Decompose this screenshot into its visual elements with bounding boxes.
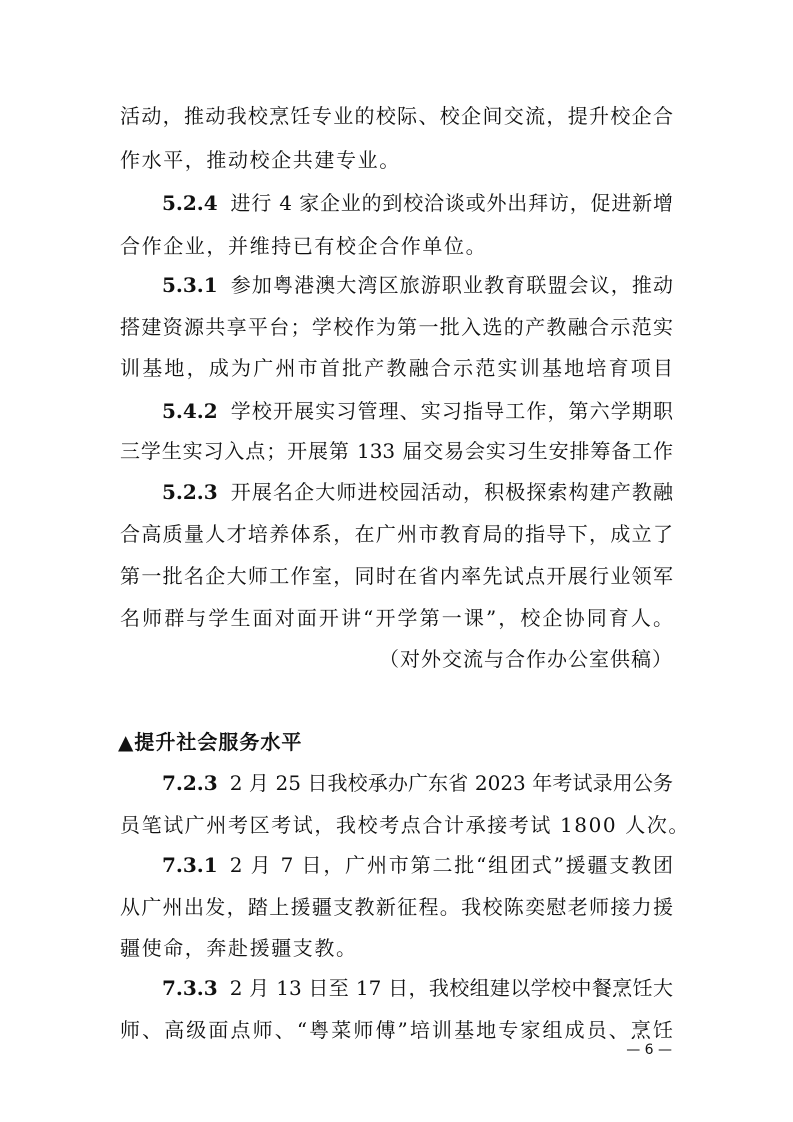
item-number: 5.4.2: [162, 399, 218, 423]
paragraph-line: 员笔试广州考区考试，我校考点合计承接考试 1800 人次。: [120, 813, 691, 837]
section-heading: ▲提升社会服务水平: [118, 730, 303, 754]
paragraph-line: 从广州出发，踏上援疆支教新征程。我校陈奕慰老师接力援: [120, 895, 673, 919]
source-note: （对外交流与合作办公室供稿）: [379, 647, 673, 671]
paragraph-line: 训基地，成为广州市首批产教融合示范实训基地培育项目: [120, 356, 673, 380]
paragraph-first-line: [162, 768, 673, 798]
paragraph-text: 2 月 13 日至 17 日，我校组建以学校中餐烹饪大: [229, 976, 673, 1000]
paragraph-line: 搭建资源共享平台；学校作为第一批入选的产教融合示范实: [120, 315, 673, 339]
paragraph-first-line: [162, 973, 673, 1003]
paragraph-line: 疆使命，奔赴援疆支教。: [120, 936, 358, 960]
paragraph-line: 合高质量人才培养体系，在广州市教育局的指导下，成立了: [120, 522, 673, 546]
paragraph-text: 开展名企大师进校园活动，积极探索构建产教融: [229, 480, 673, 504]
paragraph-line: 名师群与学生面对面开讲“开学第一课”，校企协同育人。: [120, 606, 673, 630]
paragraph-line: 作水平，推动校企共建专业。: [120, 148, 401, 172]
paragraph-text: 进行 4 家企业的到校洽谈或外出拜访，促进新增: [229, 191, 673, 215]
paragraph-first-line: [162, 188, 673, 218]
item-number: 5.2.3: [162, 480, 218, 504]
item-number: 7.3.1: [162, 853, 218, 877]
item-number: 7.2.3: [162, 771, 218, 795]
paragraph-line: 合作企业，并维持已有校企合作单位。: [120, 234, 488, 258]
paragraph-first-line: [162, 477, 673, 507]
paragraph-text: 2 月 25 日我校承办广东省 2023 年考试录用公务: [229, 771, 673, 795]
paragraph-first-line: [162, 396, 673, 426]
paragraph-line: 三学生实习入点；开展第 133 届交易会实习生安排筹备工作: [120, 439, 673, 463]
item-number: 5.2.4: [162, 191, 218, 215]
paragraph-text: 2 月 7 日，广州市第二批“组团式”援疆支教团: [229, 853, 673, 877]
item-number: 7.3.3: [162, 976, 218, 1000]
paragraph-first-line: [162, 270, 673, 300]
paragraph-text: 参加粤港澳大湾区旅游职业教育联盟会议，推动: [229, 273, 673, 297]
item-number: 5.3.1: [162, 273, 218, 297]
paragraph-first-line: [162, 850, 673, 880]
page-number: — 6 —: [626, 1042, 672, 1058]
paragraph-line: 师、高级面点师、“粤菜师傅”培训基地专家组成员、烹饪: [120, 1018, 673, 1042]
paragraph-line: 活动，推动我校烹饪专业的校际、校企间交流，提升校企合: [120, 104, 673, 128]
paragraph-line: 第一批名企大师工作室，同时在省内率先试点开展行业领军: [120, 564, 673, 588]
paragraph-text: 学校开展实习管理、实习指导工作，第六学期职: [229, 399, 673, 423]
